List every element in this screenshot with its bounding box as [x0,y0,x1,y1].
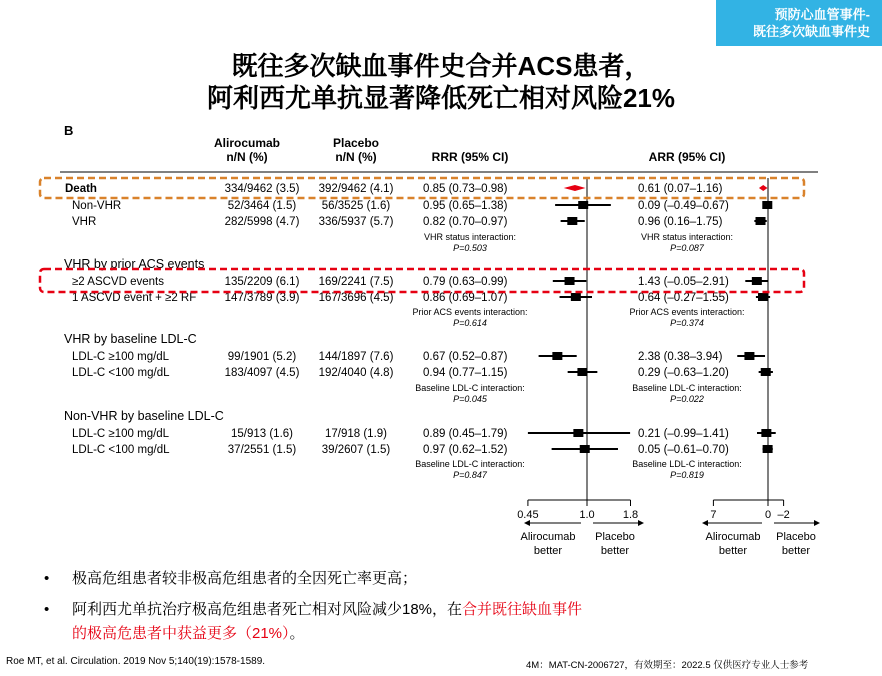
row-rrr-value: 0.79 (0.63–0.99) [423,276,508,288]
interaction-arr-p: P=0.087 [670,243,704,253]
rrr-right-arrowhead [638,520,644,526]
row-alirocumab-value: 135/2209 (6.1) [224,276,300,288]
row-placebo-value: 192/4040 (4.8) [318,367,394,379]
interaction-arr-p: P=0.374 [670,318,704,328]
arr-left-arrowhead [702,520,708,526]
header-alirocumab: Alirocumab [213,136,281,150]
row-label: LDL-C ≥100 mg/dL [72,351,170,363]
arr-right-label-2: better [781,545,811,557]
bullet-2-text-black: 阿利西尤单抗治疗极高危组患者死亡相对风险减少18%，在 [72,601,463,618]
interaction-arr-p: P=0.819 [670,470,704,480]
row-alirocumab-value: 282/5998 (4.7) [224,216,300,228]
row-arr-value: 0.61 (0.07–1.16) [638,183,723,195]
row-placebo-value: 17/918 (1.9) [324,428,388,440]
arr-left-label: Alirocumab [705,531,761,543]
interaction-rrr-p: P=0.045 [453,394,487,404]
row-placebo-value: 39/2607 (1.5) [321,444,391,456]
interaction-arr-label: Baseline LDL-C interaction: [632,383,742,393]
rrr-right-label-2: better [600,545,630,557]
row-alirocumab-value: 334/9462 (3.5) [224,183,300,195]
section-header: VHR by prior ACS events [64,257,205,271]
bullet-dot: • [44,570,50,587]
row-arr-value: 0.64 (–0.27–1.55) [638,292,729,304]
rrr-right-label: Placebo [595,531,635,543]
arr-diamond [759,185,768,191]
bullet-1-text: 极高危组患者较非极高危组患者的全因死亡率更高； [72,570,418,587]
interaction-rrr-p: P=0.614 [453,318,487,328]
interaction-arr-label: Prior ACS events interaction: [629,307,745,317]
row-label: Non-VHR [72,200,122,212]
bullet-2-text-red1: 合并既往缺血事件 [462,601,583,618]
rrr-point [577,368,587,376]
arr-point [752,277,762,285]
row-label: LDL-C <100 mg/dL [72,444,170,456]
interaction-rrr-label: Prior ACS events interaction: [412,307,528,317]
arr-point [763,445,773,453]
bullet-2-text [72,599,582,621]
arr-point [761,368,771,376]
rrr-point [573,429,583,437]
arr-point [744,352,754,360]
row-placebo-value: 169/2241 (7.5) [318,276,394,288]
arr-point [762,201,772,209]
rrr-diamond [564,185,586,191]
interaction-rrr-label: Baseline LDL-C interaction: [415,459,525,469]
row-rrr-value: 0.67 (0.52–0.87) [423,351,508,363]
row-alirocumab-value: 147/3789 (3.9) [224,292,300,304]
slide-title-line1: 既往多次缺血事件史合并ACS患者， [231,51,651,81]
arr-left-label-2: better [718,545,748,557]
reference-citation: Roe MT, et al. Circulation. 2019 Nov 5;140(19):1578-1589. [6,656,266,667]
row-label: LDL-C ≥100 mg/dL [72,428,170,440]
header-alirocumab-unit: n/N (%) [226,150,268,164]
bullet-2-text-end: 。 [289,625,305,642]
row-alirocumab-value: 52/3464 (1.5) [227,200,297,212]
slide-title-line2: 阿利西尤单抗显著降低死亡相对风险21% [206,83,676,113]
interaction-rrr-p: P=0.847 [453,470,487,480]
interaction-rrr-p: P=0.503 [453,243,487,253]
row-arr-value: 0.09 (–0.49–0.67) [638,200,729,212]
rrr-tick-label: 0.45 [517,509,539,521]
row-rrr-value: 0.82 (0.70–0.97) [423,216,508,228]
bullet-dot: • [44,601,50,618]
row-arr-value: 0.29 (–0.63–1.20) [638,367,729,379]
header-placebo-unit: n/N (%) [335,150,377,164]
row-arr-value: 0.96 (0.16–1.75) [638,216,723,228]
interaction-arr-label: VHR status interaction: [640,232,734,242]
arr-point [761,429,771,437]
rrr-point [571,293,581,301]
rrr-point [578,201,588,209]
arr-tick-label: –2 [777,509,790,521]
row-rrr-value: 0.97 (0.62–1.52) [423,444,508,456]
section-header: Non-VHR by baseline LDL-C [64,409,224,423]
header-arr: ARR (95% CI) [648,150,726,164]
row-placebo-value: 392/9462 (4.1) [318,183,394,195]
row-arr-value: 0.21 (–0.99–1.41) [638,428,729,440]
rrr-tick-label: 1.0 [579,509,595,521]
row-arr-value: 2.38 (0.38–3.94) [638,351,723,363]
rrr-tick-label: 1.8 [622,509,639,521]
rrr-point [552,352,562,360]
rrr-point [580,445,590,453]
row-rrr-value: 0.94 (0.77–1.15) [423,367,508,379]
row-alirocumab-value: 99/1901 (5.2) [227,351,297,363]
row-label: Death [65,183,97,195]
rrr-left-label: Alirocumab [520,531,576,543]
arr-right-label: Placebo [776,531,816,543]
rrr-point [565,277,575,285]
arr-tick-label: 0 [764,509,772,521]
row-rrr-value: 0.89 (0.45–1.79) [423,428,508,440]
row-arr-value: 1.43 (–0.05–2.91) [638,276,729,288]
interaction-rrr-label: Baseline LDL-C interaction: [415,383,525,393]
topic-tag-line2: 既往多次缺血事件史 [752,24,870,39]
section-header: VHR by baseline LDL-C [64,332,197,346]
arr-right-arrowhead [814,520,820,526]
row-label: 1 ASCVD event + ≥2 RF [72,292,197,304]
arr-point [758,293,768,301]
row-alirocumab-value: 183/4097 (4.5) [224,367,300,379]
bullet-2-text-red2: 的极高危患者中获益更多（21%） [72,625,290,642]
header-placebo: Placebo [332,136,380,150]
row-placebo-value: 336/5937 (5.7) [318,216,394,228]
row-arr-value: 0.05 (–0.61–0.70) [638,444,729,456]
bullet-2-text-line2 [72,623,305,645]
row-placebo-value: 56/3525 (1.6) [321,200,391,212]
row-label: LDL-C <100 mg/dL [72,367,170,379]
row-label: VHR [72,216,97,228]
row-alirocumab-value: 37/2551 (1.5) [227,444,297,456]
header-rrr: RRR (95% CI) [431,150,509,164]
arr-point [756,217,766,225]
panel-label: B [64,123,74,138]
row-placebo-value: 167/3696 (4.5) [318,292,394,304]
row-label: ≥2 ASCVD events [72,276,164,288]
rrr-point [567,217,577,225]
approval-code: 4M：MAT-CN-2006727，有效期至：2022.5 仅供医疗专业人士参考 [526,660,809,671]
interaction-arr-p: P=0.022 [670,394,704,404]
row-rrr-value: 0.86 (0.69–1.07) [423,292,508,304]
row-alirocumab-value: 15/913 (1.6) [230,428,294,440]
topic-tag-line1: 预防心血管事件- [774,7,870,22]
interaction-rrr-label: VHR status interaction: [423,232,517,242]
row-placebo-value: 144/1897 (7.6) [318,351,394,363]
arr-tick-label: 7 [710,509,717,521]
row-rrr-value: 0.95 (0.65–1.38) [423,200,508,212]
interaction-arr-label: Baseline LDL-C interaction: [632,459,742,469]
rrr-left-label-2: better [533,545,563,557]
row-rrr-value: 0.85 (0.73–0.98) [423,183,508,195]
